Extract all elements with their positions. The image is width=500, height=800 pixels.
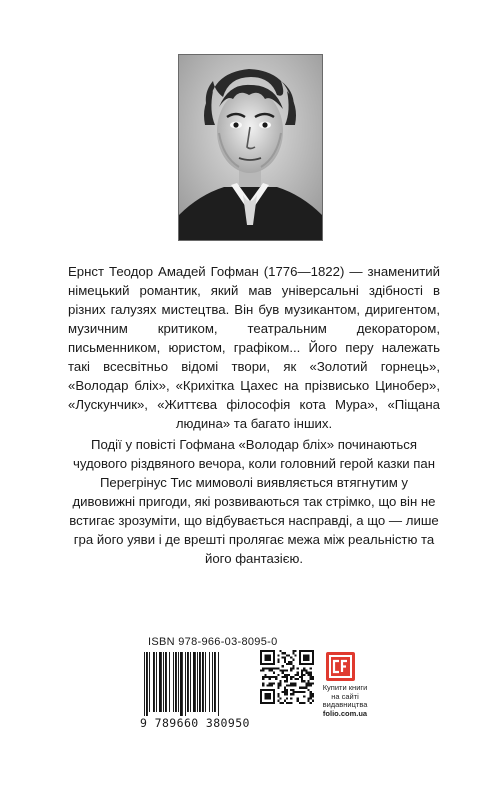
barcode-bar <box>144 652 145 716</box>
shop-notice <box>313 684 377 718</box>
shop-line-3: видавництва <box>322 700 368 709</box>
barcode-bar <box>180 652 183 716</box>
barcode-bar <box>190 652 191 712</box>
barcode-bar <box>156 652 157 712</box>
barcode <box>142 652 250 716</box>
barcode-bar <box>214 652 216 712</box>
barcode-bar <box>205 652 206 712</box>
barcode-bar <box>149 652 150 712</box>
barcode-bar <box>163 652 164 712</box>
barcode-digits: 9 789660 380950 <box>140 716 250 730</box>
barcode-bar <box>169 652 170 712</box>
isbn-label: ISBN 978-966-03-8095-0 <box>148 636 278 648</box>
barcode-bar <box>153 652 155 712</box>
barcode-bar <box>218 652 219 716</box>
barcode-bar <box>146 652 148 716</box>
barcode-bar <box>175 652 177 712</box>
barcode-bar <box>187 652 189 712</box>
book-description <box>68 262 440 568</box>
barcode-bar <box>199 652 201 712</box>
barcode-bar <box>178 652 179 712</box>
barcode-bar <box>185 652 186 716</box>
barcode-bar <box>165 652 167 712</box>
author-portrait <box>178 54 323 241</box>
description-paragraph-story: Події у повісті Гофмана «Володар бліх» починаються чудового різдвяного вечора, коли головний герой казки пан Перегрінус Тис мимоволі виявляється втягнутим у дивовижні пригоди, які розвиваються так стрімко, що він не встигає зрозуміти, що відбувається насправді, а що — лише гра його уяви і де врешті пролягає межа між реальністю та його фантазією. <box>69 437 439 566</box>
shop-line-1: Купити книги <box>322 683 368 692</box>
qr-code-icon <box>260 650 314 704</box>
barcode-bar <box>193 652 196 712</box>
barcode-bar <box>212 652 213 712</box>
barcode-bar <box>173 652 174 712</box>
barcode-bar <box>197 652 198 712</box>
shop-site-link[interactable]: folio.com.ua <box>322 708 368 718</box>
barcode-bar <box>159 652 162 712</box>
publisher-logo-icon <box>326 652 355 681</box>
shop-line-2: на сайті <box>331 691 359 701</box>
description-paragraph-author: Ернст Теодор Амадей Гофман (1776—1822) — знаменитий німецький романтик, який мав універсальні здібності в різних галузях мистецтва. Він був музикантом, диригентом, музичним критиком, театральним декоратором, письменником, юристом, графіком... Його перу належать такі всесвітньо відомі твори, як «Золотий горнець», «Володар бліх», «Крихітка Цахес на прізвисько Цинобер», «Лускунчик», «Життєва філософія кота Мура», «Піщана людина» та багато інших. <box>68 264 440 431</box>
barcode-bar <box>202 652 204 712</box>
barcode-bar <box>209 652 210 712</box>
